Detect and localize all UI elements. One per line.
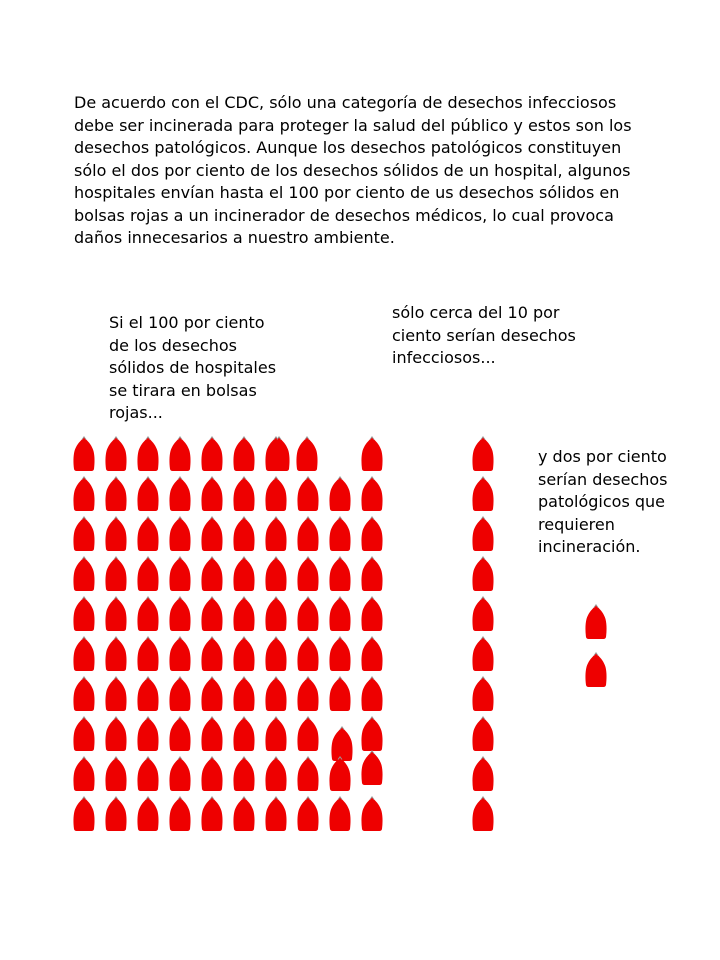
all-waste-bag-icon [169, 676, 191, 712]
all-waste-bag-icon [265, 636, 287, 672]
all-waste-bag-icon [105, 476, 127, 512]
infectious-bag-icon [472, 756, 494, 792]
all-waste-bag-icon [73, 556, 95, 592]
all-waste-bag-icon [201, 716, 223, 752]
all-waste-bag-icon [265, 796, 287, 832]
all-waste-bag-icon [169, 436, 191, 472]
all-waste-bag-icon [137, 636, 159, 672]
all-waste-bag-icon [137, 436, 159, 472]
all-waste-bag-icon [201, 796, 223, 832]
infectious-bag-icon [472, 796, 494, 832]
all-waste-bag-icon [329, 756, 351, 792]
all-waste-bag-icon [105, 716, 127, 752]
all-waste-bag-icon [169, 516, 191, 552]
all-waste-bag-icon [265, 476, 287, 512]
all-waste-bag-icon [361, 596, 383, 632]
all-waste-bag-icon [73, 716, 95, 752]
all-waste-bag-icon [169, 756, 191, 792]
all-waste-bag-icon [233, 716, 255, 752]
infectious-bag-icon [472, 676, 494, 712]
all-waste-bag-icon [73, 476, 95, 512]
all-waste-bag-icon [265, 516, 287, 552]
all-waste-bag-icon [201, 476, 223, 512]
infectious-bag-icon [472, 516, 494, 552]
all-waste-bag-icon [137, 596, 159, 632]
all-waste-bag-icon [329, 796, 351, 832]
all-waste-bag-icon [265, 716, 287, 752]
all-waste-bag-icon [73, 796, 95, 832]
all-waste-bag-icon [201, 596, 223, 632]
infectious-bag-icon [472, 436, 494, 472]
all-waste-bag-icon [73, 436, 95, 472]
all-waste-bag-icon [73, 756, 95, 792]
all-waste-bag-icon [233, 676, 255, 712]
all-waste-bag-icon [297, 796, 319, 832]
all-waste-bag-icon [137, 676, 159, 712]
all-waste-bag-icon [201, 676, 223, 712]
all-waste-bag-icon [73, 596, 95, 632]
all-waste-bag-icon [265, 556, 287, 592]
infectious-bag-icon [472, 636, 494, 672]
all-waste-bag-icon [329, 516, 351, 552]
all-waste-bag-icon [137, 476, 159, 512]
all-waste-bag-icon [169, 556, 191, 592]
all-waste-bag-icon [361, 750, 383, 786]
all-waste-bag-icon [361, 796, 383, 832]
all-waste-bag-icon [137, 556, 159, 592]
all-waste-bag-icon [137, 716, 159, 752]
caption-infectious-waste: sólo cerca del 10 por ciento serían desechos infecciosos... [392, 303, 576, 367]
all-waste-bag-icon [105, 676, 127, 712]
all-waste-bag-icon [137, 516, 159, 552]
all-waste-bag-icon [361, 636, 383, 672]
all-waste-bag-icon [329, 596, 351, 632]
all-waste-bag-icon [233, 476, 255, 512]
infectious-bag-icon [472, 596, 494, 632]
all-waste-bag-icon [296, 436, 318, 472]
all-waste-bag-icon [105, 756, 127, 792]
all-waste-bag-icon [169, 636, 191, 672]
all-waste-bag-icon [105, 636, 127, 672]
all-waste-bag-icon [233, 636, 255, 672]
infectious-bag-icon [472, 476, 494, 512]
all-waste-bag-icon [361, 716, 383, 752]
all-waste-bag-icon [169, 596, 191, 632]
all-waste-bag-icon [201, 756, 223, 792]
all-waste-bag-icon [105, 516, 127, 552]
intro-paragraph: De acuerdo con el CDC, sólo una categoría de desechos infecciosos debe ser incinerada para proteger la salud del público y estos son los desechos patológicos. Aunque los desechos patológicos constituyen sólo el dos por ciento de los desechos sólidos de un hospital, algunos hospitales envían hasta el 100 por ciento de us desechos sólidos en bolsas rojas a un incinerador de desechos médicos, lo cual provoca daños innecesarios a nuestro ambiente. [74, 93, 632, 247]
all-waste-bag-icon [105, 796, 127, 832]
all-waste-bag-icon [297, 516, 319, 552]
all-waste-bag-icon [169, 716, 191, 752]
all-waste-bag-icon [233, 556, 255, 592]
all-waste-bag-icon [137, 796, 159, 832]
all-waste-bag-icon [201, 556, 223, 592]
all-waste-bag-icon [361, 516, 383, 552]
all-waste-bag-icon [361, 436, 383, 472]
all-waste-bag-icon [361, 676, 383, 712]
all-waste-bag-icon [169, 476, 191, 512]
all-waste-bag-icon [297, 716, 319, 752]
all-waste-bag-icon [201, 516, 223, 552]
all-waste-bag-icon [297, 476, 319, 512]
all-waste-bag-icon [329, 556, 351, 592]
pathological-bag-icon [585, 604, 607, 640]
all-waste-bag-icon [105, 596, 127, 632]
all-waste-bag-icon [233, 756, 255, 792]
all-waste-bag-icon [297, 756, 319, 792]
all-waste-bag-icon [265, 676, 287, 712]
pathological-bag-icon [585, 652, 607, 688]
all-waste-bag-icon [233, 516, 255, 552]
all-waste-bag-icon [265, 756, 287, 792]
all-waste-bag-icon [329, 476, 351, 512]
all-waste-bag-icon [169, 796, 191, 832]
all-waste-bag-icon [265, 596, 287, 632]
all-waste-bag-icon [329, 636, 351, 672]
all-waste-bag-icon [233, 436, 255, 472]
all-waste-bag-icon [361, 556, 383, 592]
all-waste-bag-icon [268, 436, 290, 472]
all-waste-bag-icon [201, 636, 223, 672]
infectious-bag-icon [472, 556, 494, 592]
all-waste-bag-icon [361, 476, 383, 512]
all-waste-bag-icon [73, 516, 95, 552]
all-waste-bag-icon [297, 676, 319, 712]
all-waste-bag-icon [297, 636, 319, 672]
all-waste-bag-icon [73, 676, 95, 712]
all-waste-bag-icon [137, 756, 159, 792]
all-waste-bag-icon [105, 436, 127, 472]
infectious-bag-icon [472, 716, 494, 752]
all-waste-bag-icon [105, 556, 127, 592]
all-waste-bag-icon [297, 596, 319, 632]
all-waste-bag-icon [233, 596, 255, 632]
all-waste-bag-icon [297, 556, 319, 592]
caption-all-waste: Si el 100 por ciento de los desechos sólidos de hospitales se tirara en bolsas rojas... [109, 313, 277, 422]
all-waste-bag-icon [233, 796, 255, 832]
caption-pathological-waste: y dos por ciento serían desechos patológicos que requieren incineración. [538, 447, 668, 556]
all-waste-bag-icon [73, 636, 95, 672]
all-waste-bag-icon [329, 676, 351, 712]
all-waste-bag-icon [201, 436, 223, 472]
